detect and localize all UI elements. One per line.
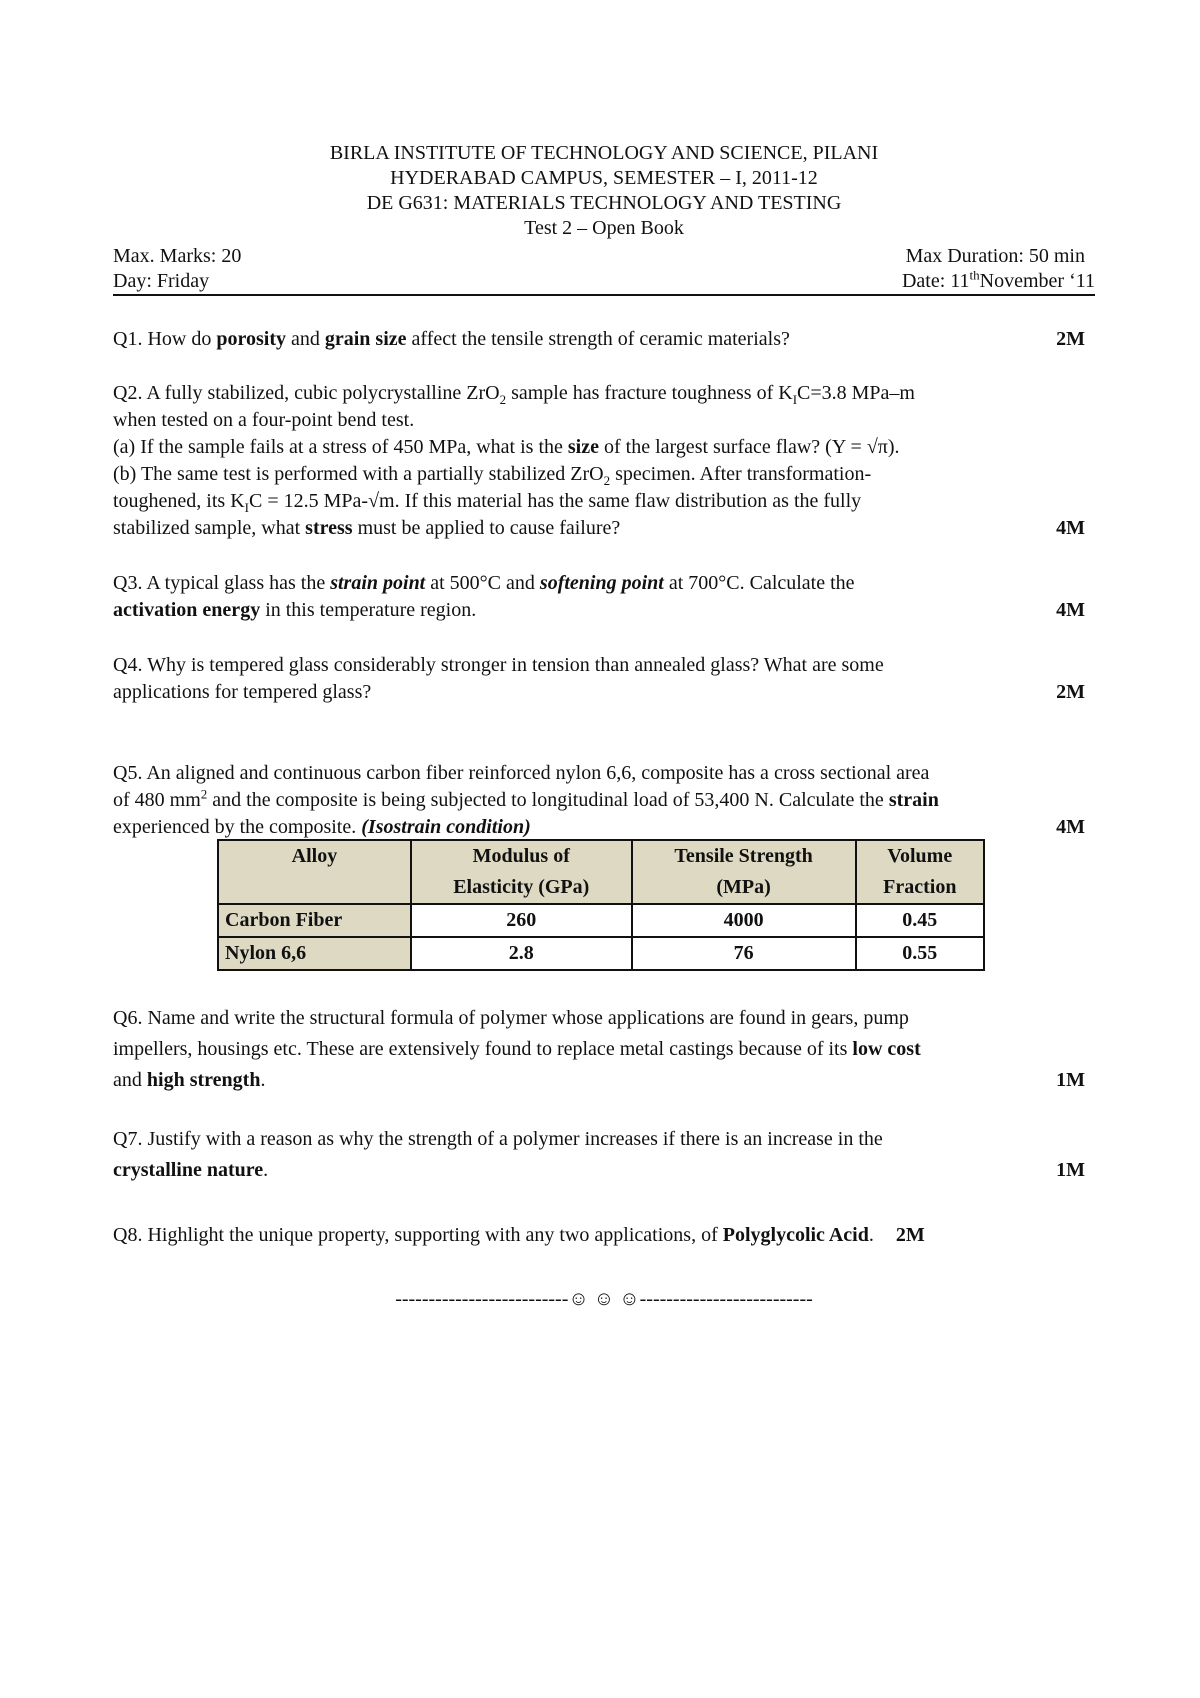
table-header: Volume Fraction [856, 840, 984, 904]
max-marks: Max. Marks: 20 [113, 245, 242, 267]
table-cell: 0.55 [856, 937, 984, 970]
table-cell: 0.45 [856, 904, 984, 937]
exam-date: Date: 11thNovember ‘11 [901, 267, 1095, 292]
question-3: Q3. A typical glass has the strain point at 500°C and softening point at 700°C. Calculate the activation energy in this temperature region. 4M [113, 570, 1095, 624]
exam-day: Day: Friday [113, 270, 210, 292]
q3-marks: 4M [1056, 599, 1085, 621]
institute-name: BIRLA INSTITUTE OF TECHNOLOGY AND SCIENCE, PILANI [329, 142, 879, 164]
table-header: Alloy [218, 840, 411, 904]
question-5: Q5. An aligned and continuous carbon fiber reinforced nylon 6,6, composite has a cross sectional area of 480 $mm^2$ and the composite is being subjected to longitudinal load of 53,400 N. Calculate the strain experienced by the composite. (Isostrain condition) 4M [113, 760, 1095, 841]
q1-marks: 2M [1056, 328, 1085, 350]
campus-semester: HYDERABAD CAMPUS, SEMESTER – I, 2011-12 [390, 167, 818, 189]
max-duration: Max Duration: 50 min [905, 245, 1085, 267]
end-of-paper-divider: --------------------------☺ ☺ ☺-------------------------- [395, 1288, 813, 1310]
question-2: Q2. A fully stabilized, cubic polycrystalline ZrO$_2$ sample has fracture toughness of $K_IC=3.8$ MPa–m when tested on a four-point bend test. (a) If the sample fails at a stress of 450 MPa, what is the size of the largest surface flaw? (Y = √π). (b) The same test is performed with a partially stabilized ZrO$_2$ specimen. After transformation- toughened, its $K_IC = 12.5$ MPa-√m. If this material has the same flaw distribution as the fully stabilized sample, what stress must be applied to cause failure? 4M [113, 380, 1095, 542]
test-title: Test 2 – Open Book [524, 217, 684, 239]
header-divider [113, 294, 1095, 296]
q4-marks: 2M [1056, 681, 1085, 703]
question-8: Q8. Highlight the unique property, supporting with any two applications, of Polyglycolic Acid. 2M [113, 1222, 1095, 1249]
meta-row-1 [113, 243, 1095, 270]
q5-marks: 4M [1056, 816, 1085, 838]
table-row [218, 904, 984, 937]
meta-row-2 [113, 268, 1095, 295]
q8-marks: 2M [895, 1224, 925, 1246]
exam-header [113, 141, 1095, 241]
question-1: Q1. How do porosity and grain size affect the tensile strength of ceramic materials? 2M [113, 326, 1095, 353]
question-4: Q4. Why is tempered glass considerably stronger in tension than annealed glass? What are some applications for tempered glass? 2M [113, 652, 1095, 706]
q6-marks: 1M [1056, 1069, 1085, 1091]
table-cell: 76 [632, 937, 856, 970]
question-6: Q6. Name and write the structural formula of polymer whose applications are found in gears, pump impellers, housings etc. These are extensively found to replace metal castings because of its low cost and high strength. 1M [113, 1003, 1095, 1096]
table-cell: Nylon 6,6 [218, 937, 411, 970]
composite-properties-table [217, 839, 985, 971]
table-cell: Carbon Fiber [218, 904, 411, 937]
table-cell: 260 [411, 904, 632, 937]
table-header: Modulus of Elasticity (GPa) [411, 840, 632, 904]
course-title: DE G631: MATERIALS TECHNOLOGY AND TESTING [366, 192, 842, 214]
question-7: Q7. Justify with a reason as why the strength of a polymer increases if there is an increase in the crystalline nature. 1M [113, 1124, 1095, 1186]
table-header: Tensile Strength (MPa) [632, 840, 856, 904]
table-cell: 4000 [632, 904, 856, 937]
table-header-row [218, 840, 984, 904]
table-row [218, 937, 984, 970]
q7-marks: 1M [1056, 1159, 1085, 1181]
q2-marks: 4M [1056, 517, 1085, 539]
table-cell: 2.8 [411, 937, 632, 970]
